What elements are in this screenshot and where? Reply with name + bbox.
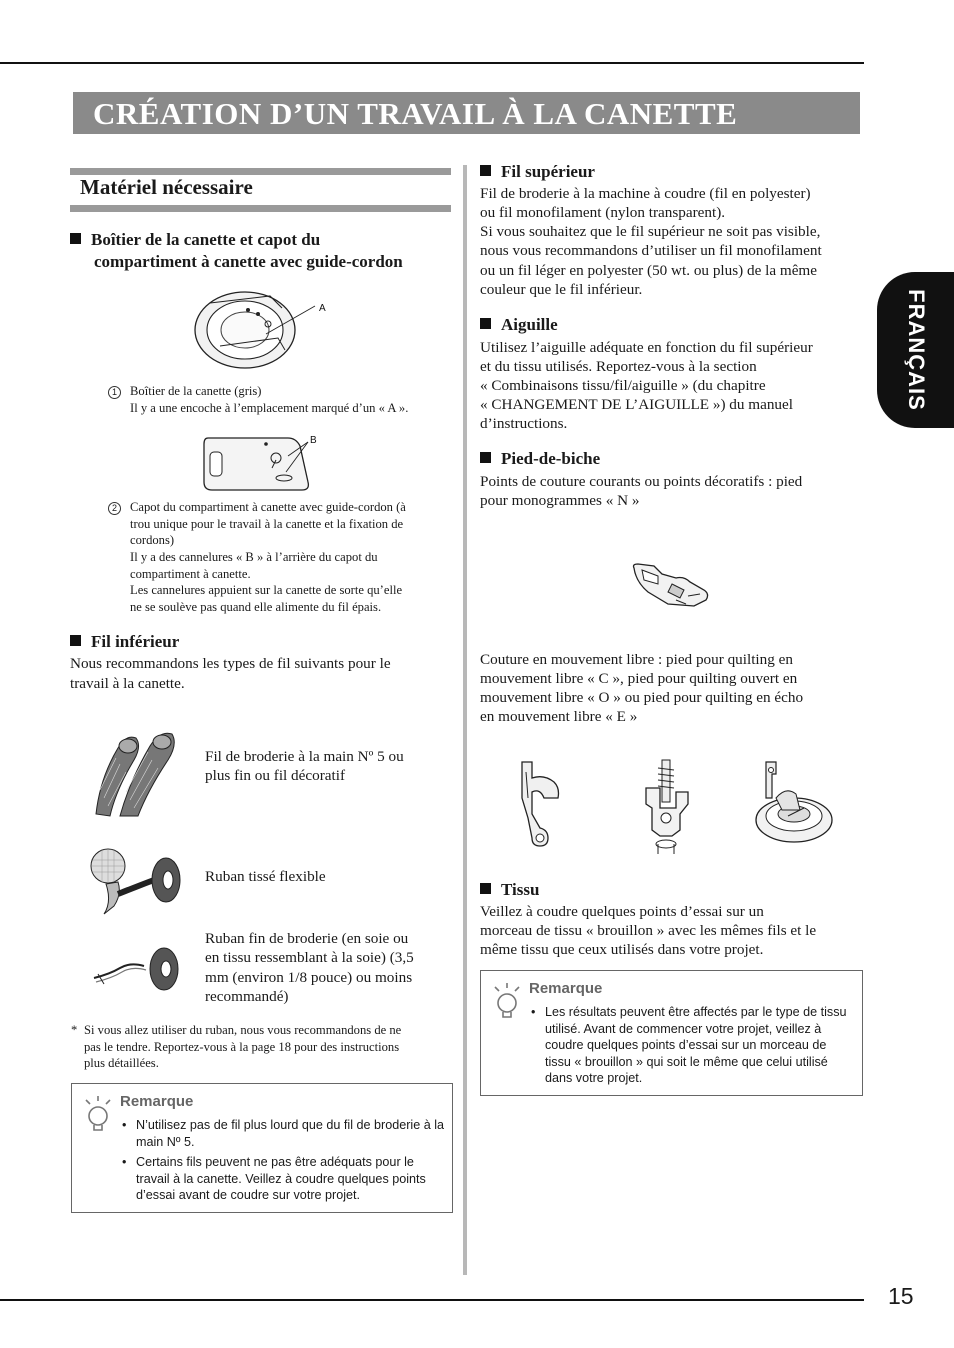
bobbin-case-illustration xyxy=(190,288,330,373)
fil-inferieur-intro-line2: travail à la canette. xyxy=(70,675,185,692)
pied-free-line2: mouvement libre « C », pied pour quilting ouvert en xyxy=(480,670,798,687)
bobbin-item-1-number: 1 xyxy=(108,383,121,400)
thread-2-line1: Ruban tissé flexible xyxy=(205,868,326,885)
title-bar xyxy=(73,92,860,134)
top-rule xyxy=(0,62,864,64)
note-box-left xyxy=(71,1083,453,1213)
aiguille-line4: « CHANGEMENT DE L’AIGUILLE ») du manuel xyxy=(480,396,793,413)
fil-superieur-line2: ou fil monofilament (nylon transparent). xyxy=(480,204,726,221)
aiguille-line1: Utilisez l’aiguille adéquate en fonction du fil supérieur xyxy=(480,339,813,356)
aiguille-line5: d’instructions. xyxy=(480,415,568,432)
note-title-left: Remarque xyxy=(120,1093,194,1110)
aiguille-heading: Aiguille xyxy=(480,314,558,336)
note-list-left xyxy=(120,1117,445,1208)
fil-superieur-line1: Fil de broderie à la machine à coudre (fil en polyester) xyxy=(480,185,811,202)
bobbin-heading-line2: compartiment à canette avec guide-cordon xyxy=(94,252,403,271)
bobbin-item-2-number: 2 xyxy=(108,499,121,516)
square-bullet-icon xyxy=(480,452,491,463)
bobbin-item-2-line7: ne se soulève pas quand elle alimente du fil épais. xyxy=(130,600,382,614)
quilting-foot-e-illustration xyxy=(752,758,838,846)
note-box-right xyxy=(480,970,863,1096)
pied-line2: pour monogrammes « N » xyxy=(480,492,640,509)
fil-superieur-heading: Fil supérieur xyxy=(480,161,595,183)
thread-1-line1: Fil de broderie à la main Nº 5 ou xyxy=(205,748,404,765)
bottom-rule xyxy=(0,1299,864,1301)
lightbulb-icon xyxy=(82,1096,116,1132)
tissu-line3: même tissu que ceux utilisés dans votre projet. xyxy=(480,941,764,958)
thin-ribbon-illustration xyxy=(90,944,186,994)
note-list-right xyxy=(529,1004,855,1091)
page-title: CRÉATION D’UN TRAVAIL À LA CANETTE xyxy=(93,96,738,131)
footnote-line3: plus détaillées. xyxy=(84,1056,159,1070)
aiguille-line3: « Combinaisons tissu/fil/aiguille » (du chapitre xyxy=(480,377,766,394)
square-bullet-icon xyxy=(480,165,491,176)
bobbin-item-2-line2: trou unique pour le travail à la canette et la fixation de xyxy=(130,517,404,531)
bobbin-item-2-line4: Il y a des cannelures « B » à l’arrière du capot du xyxy=(130,550,378,564)
monogram-foot-illustration xyxy=(628,560,712,610)
pied-line1: Points de couture courants ou points décoratifs : pied xyxy=(480,473,803,490)
quilting-foot-c-illustration xyxy=(514,758,570,850)
bobbin-item-1-line2: Il y a une encoche à l’emplacement marqué d’un « A ». xyxy=(130,401,409,415)
quilting-foot-o-illustration xyxy=(636,758,696,856)
tissu-line2: morceau de tissu « brouillon » avec les mêmes fils et le xyxy=(480,922,817,939)
square-bullet-icon xyxy=(70,635,81,646)
tissu-heading: Tissu xyxy=(480,879,539,901)
thread-3-line3: mm (environ 1/8 pouce) ou moins xyxy=(205,969,413,986)
language-tab xyxy=(877,272,954,428)
column-divider xyxy=(463,165,467,1275)
note-item-right-1: • Les résultats peuvent être affectés par le type de tissu utilisé. Avant de commencer votre projet, veillez à coudre quelques points d’essai sur un morceau de tissu « brouillon » qui soit le même que celui utilisé dans votre projet. xyxy=(529,1004,855,1087)
thread-3-line2: en tissu ressemblant à la soie) (3,5 xyxy=(205,949,414,966)
pied-heading: Pied-de-biche xyxy=(480,448,600,470)
square-bullet-icon xyxy=(480,883,491,894)
fil-inferieur-heading: Fil inférieur xyxy=(70,631,179,653)
bobbin-item-2-line6: Les cannelures appuient sur la canette de sorte qu’elle xyxy=(130,583,403,597)
pied-free-line1: Couture en mouvement libre : pied pour quilting en xyxy=(480,651,793,668)
lightbulb-icon xyxy=(491,983,525,1019)
thread-3-line4: recommandé) xyxy=(205,988,289,1005)
label-a: A xyxy=(319,303,326,314)
square-bullet-icon xyxy=(70,233,81,244)
pied-free-line4: en mouvement libre « E » xyxy=(480,708,638,725)
page-number: 15 xyxy=(888,1283,914,1309)
bobbin-heading: Boîtier de la canette et capot du xyxy=(70,229,320,251)
note-item-left-2: • Certains fils peuvent ne pas être adéquats pour le travail à la canette. Veillez à coudre quelques points d’essai avant de coudre sur votre projet. xyxy=(120,1154,445,1204)
fil-superieur-line6: couleur que le fil inférieur. xyxy=(480,281,643,298)
fil-superieur-line5: ou un fil léger en polyester (50 wt. ou plus) de la même xyxy=(480,262,817,279)
note-item-left-1: • N’utilisez pas de fil plus lourd que du fil de broderie à la main Nº 5. xyxy=(120,1117,445,1150)
square-bullet-icon xyxy=(480,318,491,329)
section-bar-bottom xyxy=(70,205,451,212)
aiguille-line2: et du tissu utilisés. Reportez-vous à la section xyxy=(480,358,757,375)
bobbin-item-2-line5: compartiment à canette. xyxy=(130,567,251,581)
pied-free-line3: mouvement libre « O » ou pied pour quilting en écho xyxy=(480,689,804,706)
woven-ribbon-illustration xyxy=(88,846,188,918)
thread-3-line1: Ruban fin de broderie (en soie ou xyxy=(205,930,409,947)
thread-1-line2: plus fin ou fil décoratif xyxy=(205,767,346,784)
section-bar-top xyxy=(70,168,451,175)
footnote-line2: pas le tendre. Reportez-vous à la page 18 pour des instructions xyxy=(84,1040,400,1054)
bobbin-item-2-line1: Capot du compartiment à canette avec guide-cordon (à xyxy=(130,500,406,514)
footnote-line1: Si vous allez utiliser du ruban, nous vous recommandons de ne xyxy=(84,1023,402,1037)
fil-superieur-line3: Si vous souhaitez que le fil supérieur ne soit pas visible, xyxy=(480,223,821,240)
embroidery-skein-illustration xyxy=(90,728,185,820)
footnote-mark: * xyxy=(71,1023,78,1037)
tissu-line1: Veillez à coudre quelques points d’essai sur un xyxy=(480,903,764,920)
label-b: B xyxy=(310,435,317,446)
bobbin-cover-illustration xyxy=(200,430,325,496)
section-title: Matériel nécessaire xyxy=(80,175,253,199)
fil-inferieur-intro-line1: Nous recommandons les types de fil suivants pour le xyxy=(70,655,391,672)
note-title-right: Remarque xyxy=(529,980,603,997)
bobbin-item-1-line1: Boîtier de la canette (gris) xyxy=(130,384,262,398)
bobbin-item-2-line3: cordons) xyxy=(130,533,175,547)
language-tab-label: FRANÇAIS xyxy=(903,289,929,411)
fil-superieur-line4: nous vous recommandons d’utiliser un fil monofilament xyxy=(480,242,822,259)
